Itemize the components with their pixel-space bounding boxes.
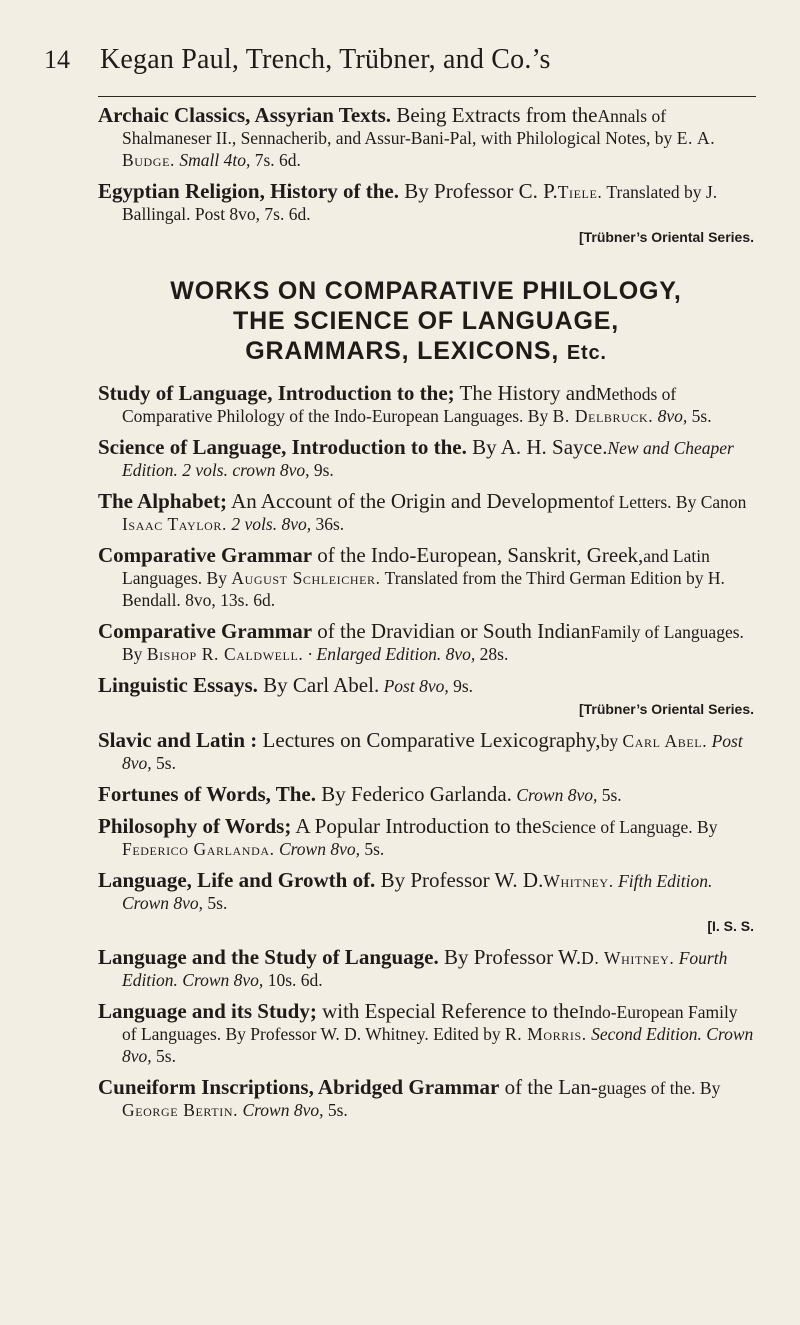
entry-edition: 2 vols. 8vo, [227, 514, 312, 534]
entry-author: Federico Garlanda. [122, 839, 275, 859]
entry-price: 9s. [309, 460, 334, 480]
entry-lead: Lectures on Comparative Lexicography, [257, 728, 601, 752]
entry-author: Tiele. [557, 182, 603, 202]
entry-edition: Crown 8vo, [238, 1100, 324, 1120]
entry-author: Carl Abel. [622, 731, 708, 751]
top-entries [98, 104, 754, 248]
entry-price: 5s. [687, 406, 712, 426]
entry-heading: Comparative Grammar [98, 543, 313, 567]
page-header [44, 44, 764, 76]
entry-lead: An Account of the Origin and Development [226, 489, 600, 513]
entry-edition: Post 8vo, [122, 731, 743, 773]
entry-author: E. A. Budge. [122, 128, 716, 170]
entry-edition: Fourth Edition. Crown 8vo, [122, 948, 728, 990]
entry-price: 5s. [323, 1100, 348, 1120]
entry-heading: Fortunes of Words, The. [98, 782, 316, 806]
catalogue-entry [98, 674, 754, 720]
entry-lead: By Carl Abel. [257, 673, 380, 697]
entry-heading: Language, Life and Growth of. [98, 868, 376, 892]
entry-lead: of the Lan- [499, 1075, 598, 1099]
catalogue-entry [98, 490, 754, 535]
section-title-line-2: THE SCIENCE OF LANGUAGE, [233, 307, 619, 335]
entry-edition: Second Edition. Crown 8vo, [122, 1024, 754, 1066]
entry-price: 9s. [448, 676, 474, 696]
entry-body: Indo-European Family of Languages. By Professor W. D. Whitney. Edited by [122, 1002, 738, 1044]
section-title-line-1: WORKS ON COMPARATIVE PHILOLOGY, [170, 277, 682, 305]
entry-lead: By Federico Garlanda. [316, 782, 512, 806]
header-rule [98, 96, 756, 97]
entry-body: by [600, 731, 623, 751]
catalogue-entry [98, 1000, 754, 1067]
entry-heading: Cuneiform Inscriptions, Abridged Grammar [98, 1075, 500, 1099]
catalogue-entry [98, 104, 754, 171]
entry-body: and Latin Languages. By [122, 546, 710, 588]
catalogue-entry [98, 382, 754, 427]
entry-lead: By Professor C. P. [399, 179, 558, 203]
entry-edition: Crown 8vo, [274, 839, 360, 859]
entry-price: 5s. [360, 839, 385, 859]
entry-lead: Being Extracts from the [391, 103, 598, 127]
entry-lead: A Popular Introduction to the [291, 814, 542, 838]
entry-heading: Egyptian Religion, History of the. [98, 179, 400, 203]
catalogue-entry [98, 620, 754, 665]
entry-price: 5s. [151, 753, 176, 773]
entry-heading: Study of Language, Introduction to the; [98, 381, 455, 405]
entry-edition: Post 8vo, [379, 676, 449, 696]
entry-lead: The History and [454, 381, 597, 405]
entry-heading: Philosophy of Words; [98, 814, 292, 838]
entry-edition: 8vo, [653, 406, 688, 426]
entry-author: August Schleicher. [231, 568, 381, 588]
entry-series: [Trübner’s Oriental Series. [578, 229, 754, 245]
entry-author: Isaac Taylor. [122, 514, 227, 534]
entry-lead: of the Indo-European, Sanskrit, Greek, [312, 543, 644, 567]
entry-heading: Language and the Study of Language. [98, 945, 439, 969]
entry-lead: with Especial Reference to the [316, 999, 579, 1023]
section-title-line-3-text: GRAMMARS, LEXICONS, [245, 337, 560, 365]
entry-body: guages of the. By [597, 1078, 721, 1098]
entry-author: D. Whitney. [581, 948, 675, 968]
entry-body: Family of Languages. By [122, 622, 744, 664]
entry-body: Science of Language. By [541, 817, 718, 837]
entry-lead: By A. H. Sayce. [466, 435, 608, 459]
entry-price: 5s. [151, 1046, 176, 1066]
entry-author: R. Morris. [505, 1024, 587, 1044]
catalogue-entry [98, 946, 754, 991]
entry-body: Annals of Shalmaneser II., Sennacherib, and Assur-Bani-Pal, with Philological Notes, by [122, 106, 677, 148]
entry-edition: Crown 8vo, [511, 785, 598, 805]
entry-price: 5s. [203, 893, 228, 913]
entry-lead: By Professor W. D. [375, 868, 544, 892]
entry-heading: Comparative Grammar [98, 619, 313, 643]
entries-list [98, 382, 754, 1121]
catalogue-entry [98, 815, 754, 860]
entry-series: [Trübner’s Oriental Series. [578, 701, 754, 717]
catalogue-entry [98, 436, 754, 481]
entry-lead: By Professor W. [438, 945, 582, 969]
section-title-etc: Etc. [566, 342, 607, 364]
catalogue-entry [98, 180, 754, 248]
entry-price: 36s. [311, 514, 345, 534]
section-title-line-3 [98, 336, 754, 368]
catalogue-entry [98, 729, 754, 774]
entry-heading: Archaic Classics, Assyrian Texts. [98, 103, 392, 127]
entry-author: Whitney. [543, 871, 614, 891]
entry-author: George Bertin. [122, 1100, 239, 1120]
entry-heading: Slavic and Latin : [98, 728, 258, 752]
entry-lead: of the Dravidian or South Indian [312, 619, 591, 643]
catalogue-entry [98, 869, 754, 937]
entry-author: Bishop R. Caldwell. [146, 644, 304, 664]
catalogue-entry [98, 783, 754, 806]
catalogue-content [98, 104, 754, 1130]
entry-price: Translated by J. Ballingal. Post 8vo, 7s. 6d. [122, 182, 718, 224]
entry-heading: Language and its Study; [98, 999, 317, 1023]
entry-edition: Small 4to, [174, 150, 251, 170]
catalogue-entry [98, 544, 754, 611]
entry-price: 7s. 6d. [250, 150, 301, 170]
entry-edition: · Enlarged Edition. 8vo, [303, 644, 476, 664]
entry-body: of Letters. By Canon [599, 492, 747, 512]
catalogue-entry [98, 1076, 754, 1121]
running-title: Kegan Paul, Trench, Trübner, and Co.’s [100, 44, 551, 75]
entry-price: 28s. [475, 644, 509, 664]
entry-price: 5s. [597, 785, 622, 805]
entry-edition: New and Cheaper Edition. 2 vols. crown 8vo, [122, 438, 734, 480]
entry-author: B. Delbruck. [552, 406, 654, 426]
entry-series: [I. S. S. [707, 918, 754, 934]
page-number: 14 [44, 45, 70, 74]
entry-edition: Fifth Edition. Crown 8vo, [122, 871, 713, 913]
entry-heading: The Alphabet; [98, 489, 227, 513]
section-title [98, 276, 754, 368]
entry-price: 10s. 6d. [263, 970, 323, 990]
entry-heading: Linguistic Essays. [98, 673, 258, 697]
entry-price: Translated from the Third German Edition by H. Bendall. 8vo, 13s. 6d. [122, 568, 725, 610]
entry-body: Methods of Comparative Philology of the Indo-European Languages. By [122, 384, 677, 426]
entry-heading: Science of Language, Introduction to the. [98, 435, 467, 459]
